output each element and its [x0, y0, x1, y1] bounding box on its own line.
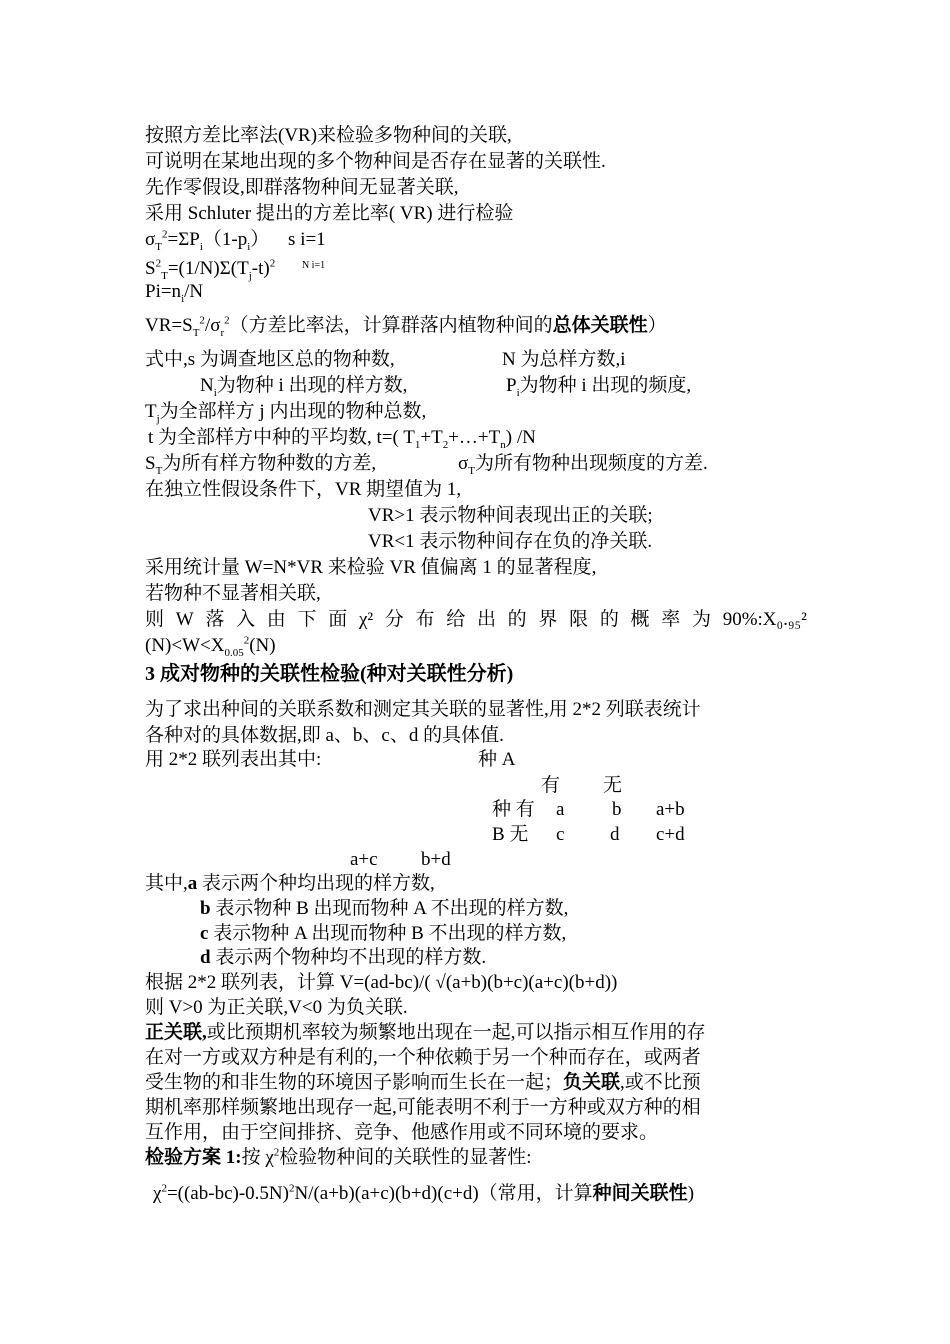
formula-p: $Pi=n_i/N$	[145, 281, 204, 305]
independence-line-1: 在独立性假设条件下，VR 期望值为 1,	[145, 479, 462, 500]
intro-line-1: 按照方差比率法(VR)来检验多物种间的关联,	[145, 125, 512, 146]
w-distribution-line-2: $(N)<W<X_{0.05}^2(N)$	[145, 634, 276, 659]
legend-intro: 其中,a 表示两个种均出现的样方数,	[145, 873, 435, 894]
independence-line-3: VR<1 表示物种间存在负的净关联.	[368, 531, 653, 552]
formula-s-squared: $S^2_T=(1/N)\Sigma(T_j-t)^2$ $^{N i=1}$	[145, 257, 326, 282]
table-row1-label: 种 有	[492, 799, 535, 820]
independence-line-2: VR>1 表示物种间表现出正的关联;	[368, 505, 653, 526]
table-row2-sum: c+d	[656, 824, 685, 845]
w-distribution-line: 则 W 落 入 由 下 面 χ² 分 布 给 出 的 界 限 的 概 率 为 90%:X₀.₉₅²	[145, 609, 807, 630]
table-species-a: 种 A	[478, 749, 516, 770]
assoc-line-2: 在对一方或双方种是有利的,一个种依赖于另一个种而存在，或两者	[145, 1047, 701, 1068]
section-heading: 3 成对物种的关联性检验(种对关联性分析)	[145, 663, 514, 685]
table-intro: 用 2*2 联列表出其中:	[145, 749, 322, 770]
table-col-sum-1: a+c	[350, 849, 378, 870]
assoc-line-1: 正关联,或比预期机率较为频繁地出现在一起,可以指示相互作用的存	[145, 1022, 706, 1043]
definition-line-2b: $P_i$为物种 i 出现的频度,	[506, 375, 692, 399]
legend-b: b 表示物种 B 出现而物种 A 不出现的样方数,	[200, 898, 569, 919]
definition-line-5b: $\sigma_T$为所有物种出现频度的方差.	[458, 453, 708, 477]
chi-square-formula: $\chi^2=((ab-bc)-0.5N)^2N/(a+b)(a+c)(b+d)(c+d)$（常用，计算种间关联性)	[153, 1182, 695, 1204]
intro-line-2: 可说明在某地出现的多个物种间是否存在显著的关联性.	[145, 151, 606, 172]
definition-line-1: 式中,s 为调查地区总的物种数,	[145, 349, 395, 370]
table-cell-b: b	[612, 799, 622, 820]
formula-sigma: $\sigma_T^2=\Sigma P_i(1-p_i)$ s i=1	[145, 228, 326, 253]
table-col-yes: 有	[541, 775, 561, 796]
intro-line-3: 先作零假设,即群落物种间无显著关联,	[145, 177, 459, 198]
table-cell-c: c	[556, 824, 565, 845]
table-row2-label: B 无	[492, 824, 529, 845]
definition-line-5a: $S_T$为所有样方物种数的方差,	[145, 453, 377, 477]
definition-line-4: t 为全部样方中种的平均数, t=( $T_1+T_2+\dots+T_n$) /N	[148, 427, 536, 451]
intro-line-4: 采用 Schluter 提出的方差比率( VR) 进行检验	[145, 203, 514, 224]
test-scheme-1: 检验方案 1:按 $\chi^2$检验物种间的关联性的显著性:	[145, 1146, 532, 1168]
definition-line-3: $T_j$为全部样方 j 内出现的物种总数,	[145, 401, 427, 425]
assoc-line-5: 互作用，由于空间排挤、竞争、他感作用或不同环境的要求。	[145, 1122, 659, 1143]
table-row1-sum: a+b	[656, 799, 685, 820]
table-col-no: 无	[603, 775, 623, 796]
v-sign: 则 V>0 为正关联,V<0 为负关联.	[145, 997, 408, 1018]
independence-line-4: 采用统计量 W=N*VR 来检验 VR 值偏离 1 的显著程度,	[145, 557, 597, 578]
para1-line-2: 各种对的具体数据,即 a、b、c、d 的具体值.	[145, 725, 504, 746]
legend-c: c 表示物种 A 出现而物种 B 不出现的样方数,	[200, 923, 567, 944]
table-cell-a: a	[556, 799, 565, 820]
assoc-line-3: 受生物的和非生物的环境因子影响而生长在一起；负关联,或不比预	[145, 1072, 701, 1093]
v-formula: 根据 2*2 联列表，计算 V=(ad-bc)/( √(a+b)(b+c)(a+c)(b+d))	[145, 972, 618, 993]
independence-line-5: 若物种不显著相关联,	[145, 583, 321, 604]
legend-d: d 表示两个物种均不出现的样方数.	[200, 947, 487, 968]
formula-vr: $VR=S_T^2/\sigma_r^2$（方差比率法，计算群落内植物种间的总体关联性）	[145, 314, 667, 339]
table-cell-d: d	[610, 824, 620, 845]
para1-line-1: 为了求出种间的关联系数和测定其关联的显著性,用 2*2 列联表统计	[145, 699, 701, 720]
definition-line-1b: N 为总样方数,i	[502, 349, 626, 370]
assoc-line-4: 期机率那样频繁地出现存一起,可能表明不利于一方种或双方种的相	[145, 1097, 701, 1118]
table-col-sum-2: b+d	[421, 849, 451, 870]
definition-line-2a: $N_i$为物种 i 出现的样方数,	[200, 375, 408, 399]
